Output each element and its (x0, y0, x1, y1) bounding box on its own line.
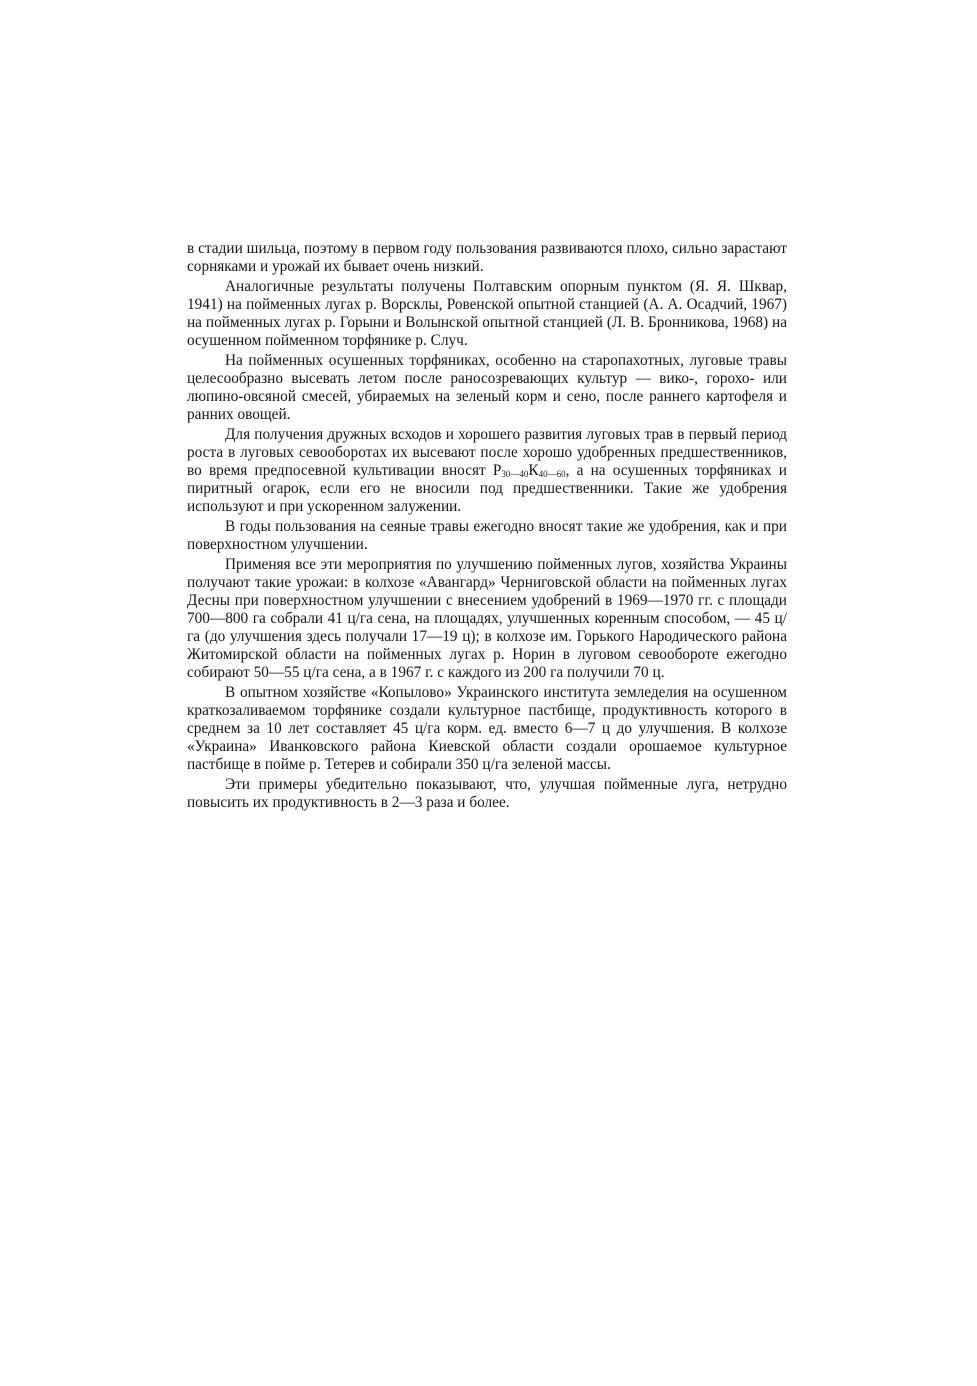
paragraph-8: Эти примеры убедительно показывают, что, улучшая пойменные луга, нетрудно повысить их продуктивность в 2—3 раза и более. (187, 776, 787, 811)
paragraph-1: в стадии шильца, поэтому в первом году пользования развиваются плохо, сильно зарастают сорняками и урожай их бывает очень низкий. (187, 240, 787, 275)
paragraph-4-text-middle: К (528, 462, 539, 479)
paragraph-5: В годы пользования на сеяные травы ежегодно вносят такие же удобрения, как и при поверхностном улучшении. (187, 518, 787, 553)
fertilizer-k-subscript: 40—60 (538, 469, 566, 479)
paragraph-7: В опытном хозяйстве «Копылово» Украинского института земледелия на осушенном краткозаливаемом торфянике создали культурное пастбище, продуктивность которого в среднем за 10 лет составляет 45 ц/га корм. ед. вместо 6—7 ц до улучшения. В колхозе «Украина» Иванковского района Киевской области создали орошаемое культурное пастбище в пойме р. Тетерев и собирали 350 ц/га зеленой массы. (187, 684, 787, 773)
fertilizer-p-subscript: 30—40 (501, 469, 529, 479)
paragraph-6: Применяя все эти мероприятия по улучшению пойменных лугов, хозяйства Украины получают такие урожаи: в колхозе «Авангард» Черниговской области на пойменных лугах Десны при поверхностном улучшении с внесением удобрений в 1969—1970 гг. с площади 700—800 га собрали 41 ц/га сена, на площадях, улучшенных коренным способом, — 45 ц/га (до улучшения здесь получали 17—19 ц); в колхозе им. Горького Народического района Житомирской области на пойменных лугах р. Норин в луговом севообороте ежегодно собирают 50—55 ц/га сена, а в 1967 г. с каждого из 200 га получили 70 ц. (187, 556, 787, 681)
paragraph-4-text-before: Для получения дружных всходов и хорошего развития луговых трав в первый период роста в луговых севооборотах их высевают после хорошо удобренных предшественников, во время предпосевной культивации вносят Р (187, 426, 787, 479)
paragraph-2: Аналогичные результаты получены Полтавским опорным пунктом (Я. Я. Шквар, 1941) на пойменных лугах р. Ворсклы, Ровенской опытной станцией (А. А. Осадчий, 1967) на пойменных лугах р. Горыни и Волынской опытной станцией (Л. В. Бронникова, 1968) на осушенном пойменном торфянике р. Случ. (187, 278, 787, 349)
body-text (187, 240, 787, 812)
paragraph-4-text-after: , а на осушенных торфяниках и пиритный огарок, если его не вносили под предшественники. Такие же удобрения используют и при ускоренном залужении. (187, 462, 787, 515)
paragraph-3: На пойменных осушенных торфяниках, особенно на старопахотных, луговые травы целесообразно высевать летом после раносозревающих культур — вико-, горохо- или люпино-овсяной смесей, убираемых на зеленый корм и сено, после раннего картофеля и ранних овощей. (187, 352, 787, 423)
paragraph-4 (187, 426, 787, 516)
